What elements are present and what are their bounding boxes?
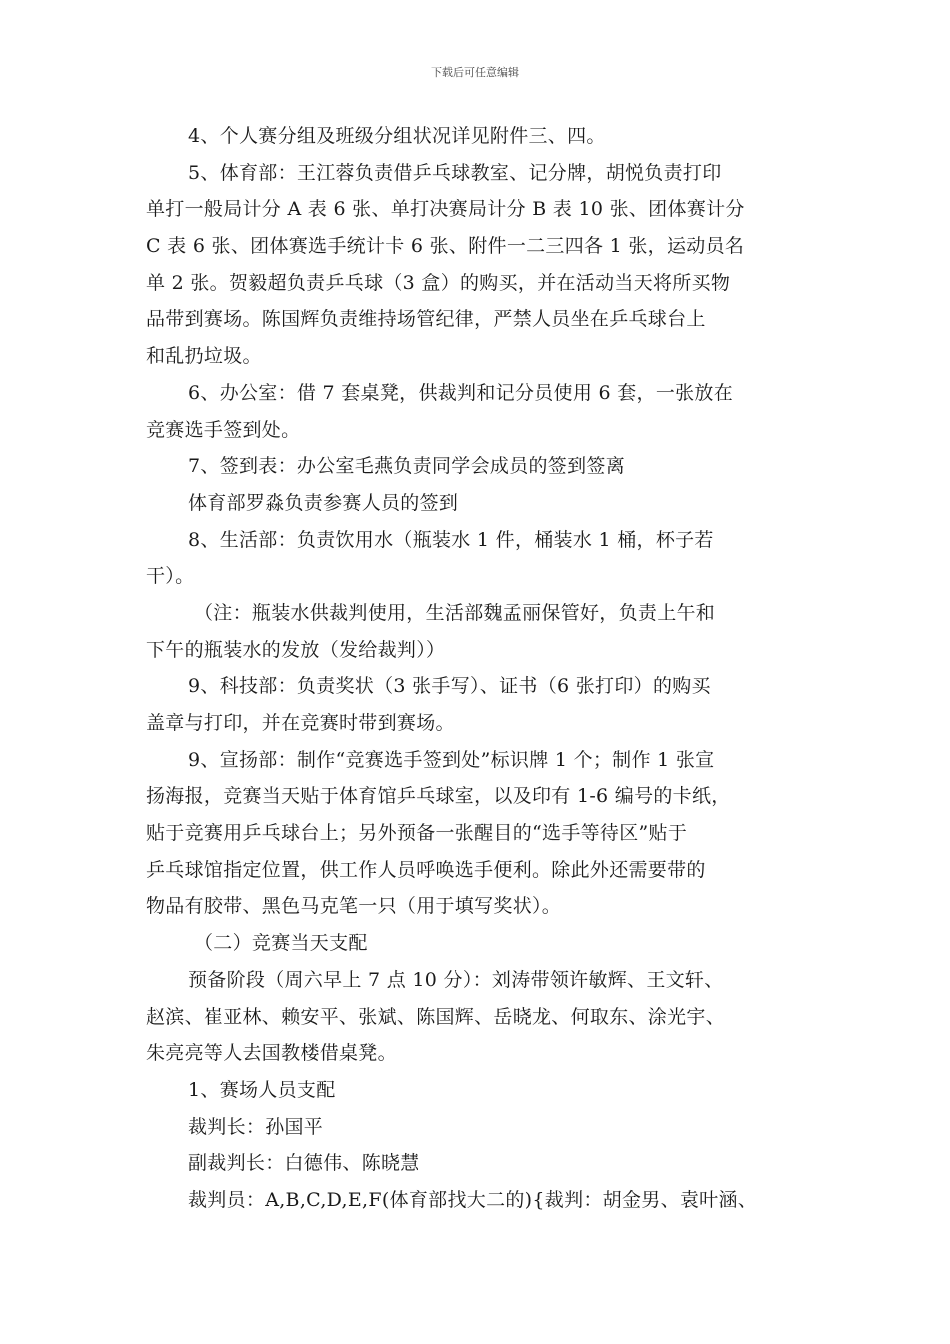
text-line: 9、科技部：负责奖状（3 张手写）、证书（6 张打印）的购买	[188, 675, 711, 698]
text-line: 体育部罗淼负责参赛人员的签到	[188, 491, 459, 514]
text-line: C 表 6 张、团体赛选手统计卡 6 张、附件一二三四各 1 张，运动员名	[146, 235, 745, 258]
text-line: 品带到赛场。陈国辉负责维持场管纪律，严禁人员坐在乒乓球台上	[146, 308, 706, 331]
text-line: 裁判长：孙国平	[188, 1115, 324, 1138]
text-line: 乒乓球馆指定位置，供工作人员呼唤选手便利。除此外还需要带的	[146, 858, 706, 881]
text-line: 下午的瓶装水的发放（发给裁判））	[146, 638, 446, 661]
page-header: 下载后可任意编辑	[431, 66, 519, 79]
text-line: 5、体育部：王江蓉负责借乒乓球教室、记分牌，胡悦负责打印	[188, 161, 722, 184]
text-line: 裁判员：A,B,C,D,E,F(体育部找大二的){裁判：胡金男、袁叶涵、	[188, 1188, 758, 1211]
document-body	[146, 118, 810, 1219]
text-line: 1、赛场人员支配	[188, 1078, 336, 1101]
text-line: 6、办公室：借 7 套桌凳，供裁判和记分员使用 6 套，一张放在	[188, 381, 734, 404]
text-line: 单 2 张。贺毅超负责乒乓球（3 盒）的购买，并在活动当天将所买物	[146, 271, 731, 294]
text-line: 7、签到表：办公室毛燕负责同学会成员的签到签离	[188, 455, 625, 478]
text-line: 4、个人赛分组及班级分组状况详见附件三、四。	[188, 125, 606, 147]
text-line: 单打一般局计分 A 表 6 张、单打决赛局计分 B 表 10 张、团体赛计分	[146, 198, 745, 221]
text-line: 物品有胶带、黑色马克笔一只（用于填写奖状）。	[146, 895, 562, 918]
text-line: 干）。	[146, 565, 195, 588]
text-line: 副裁判长：白德伟、陈晓慧	[188, 1152, 420, 1175]
text-line: （注：瓶装水供裁判使用，生活部魏孟丽保管好，负责上午和	[194, 601, 716, 624]
text-line: 和乱扔垃圾。	[146, 345, 262, 368]
text-line: 盖章与打印，并在竞赛时带到赛场。	[146, 712, 455, 734]
text-line: （二）竞赛当天支配	[194, 932, 368, 955]
text-line: 8、生活部：负责饮用水（瓶装水 1 件，桶装水 1 桶，杯子若	[188, 528, 714, 551]
text-line: 贴于竞赛用乒乓球台上；另外预备一张醒目的“选手等待区”贴于	[146, 822, 688, 845]
text-line: 扬海报，竞赛当天贴于体育馆乒乓球室，以及印有 1-6 编号的卡纸，	[146, 785, 731, 808]
text-line: 9、宣扬部：制作“竞赛选手签到处”标识牌 1 个；制作 1 张宣	[188, 748, 715, 771]
text-line: 竞赛选手签到处。	[146, 418, 301, 441]
text-line: 朱亮亮等人去国教楼借桌凳。	[146, 1042, 397, 1065]
text-line: 赵滨、崔亚林、赖安平、张斌、陈国辉、岳晓龙、何取东、涂光宇、	[146, 1005, 726, 1028]
text-line: 预备阶段（周六早上 7 点 10 分）：刘涛带领许敏辉、王文轩、	[188, 968, 724, 991]
